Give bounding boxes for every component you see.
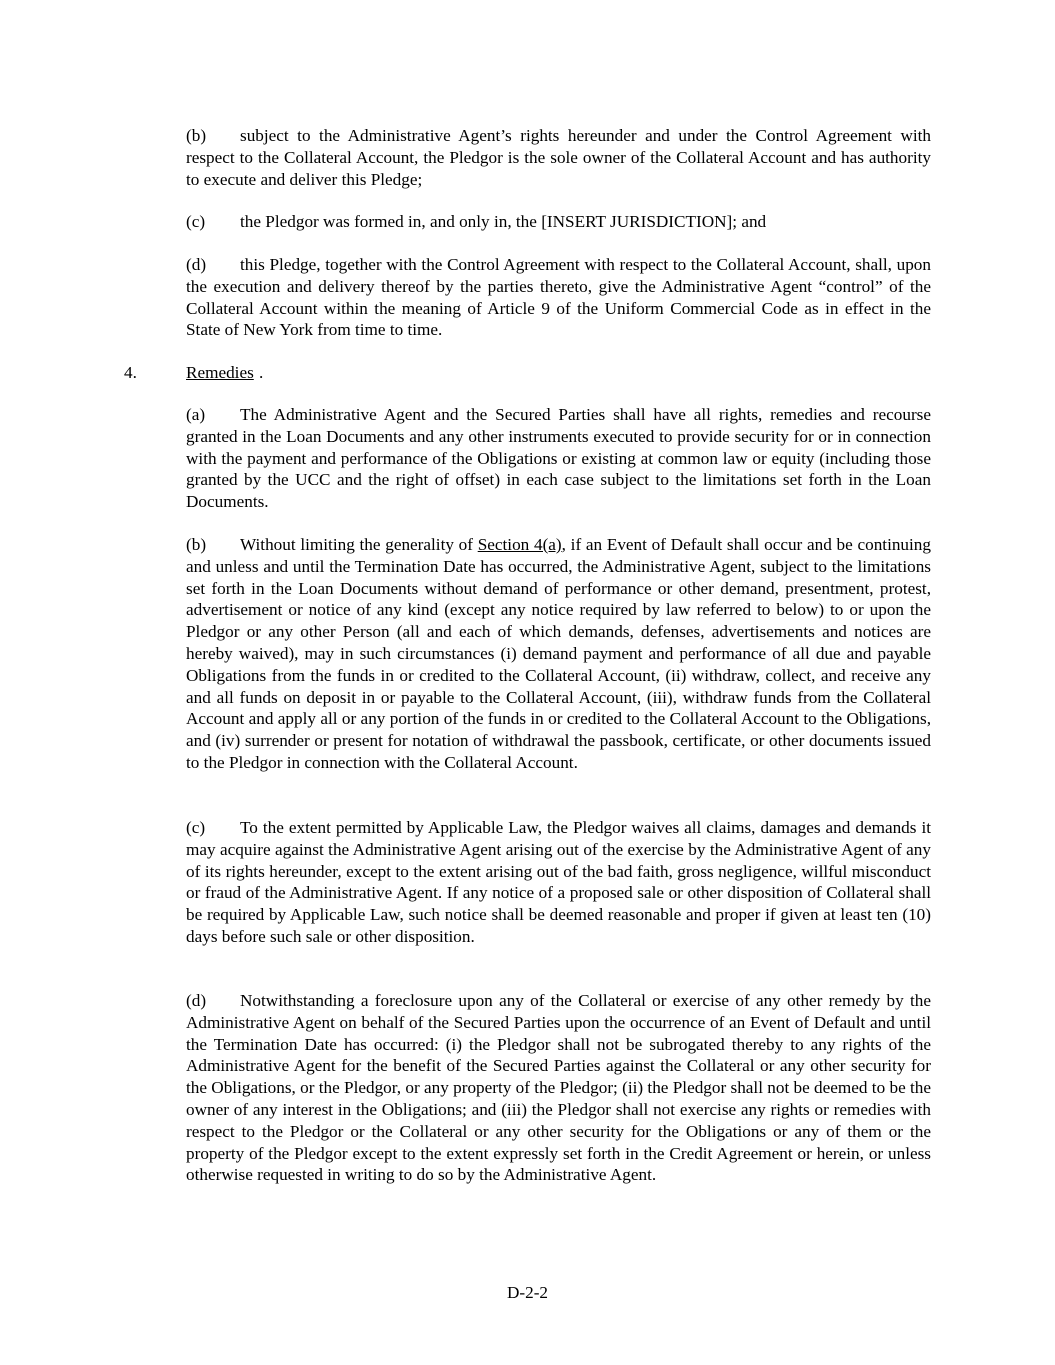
paragraph-label: (b) — [186, 535, 207, 554]
paragraph-text: Without limiting the generality of — [240, 535, 478, 554]
paragraph-4a — [186, 404, 931, 513]
section-reference: Section 4(a) — [477, 535, 562, 554]
section-title: Remedies — [186, 363, 254, 382]
paragraph-text: , if an Event of Default shall occur and be continuing and unless and until the Termination Date has occurred, the Administrative Agent, subject to the limitations set forth in the Loan Documents without demand of performance or other demand, presentment, protest, advertisement or notice of any kind (except any notice required by law referred to below) to or upon the Pledgor or any other Person (all and each of which demands, defenses, advertisements and notices are hereby waived), may in such circumstances (i) demand payment and performance of all due and payable Obligations from the funds in or credited to the Collateral Account, (ii) withdraw, collect, and receive any and all funds on deposit in or payable to the Collateral Account, (iii), withdraw funds from the Collateral Account and apply all or any portion of the funds in or credited to the Collateral Account to the Obligations, and (iv) surrender or present for notation of withdrawal the passbook, certificate, or other documents issued to the Pledgor in connection with the Collateral Account. — [186, 535, 931, 772]
paragraph-text: To the extent permitted by Applicable Law, the Pledgor waives all claims, damages and demands it may acquire against the Administrative Agent arising out of the exercise by the Administrative Agent of any of its rights hereunder, except to the extent arising out of the bad faith, gross negligence, willful misconduct or fraud of the Administrative Agent. If any notice of a proposed sale or other disposition of Collateral shall be required by Applicable Law, such notice shall be deemed reasonable and proper if given at least ten (10) days before such sale or other disposition. — [186, 818, 931, 946]
paragraph-label: (d) — [186, 991, 207, 1010]
paragraph-text: The Administrative Agent and the Secured Parties shall have all rights, remedies and recourse granted in the Loan Documents and any other instruments executed to provide security for or in connection with the payment and performance of the Obligations or existing at common law or equity (including those granted by the UCC and the right of offset) in each case subject to the limitations set forth in the Loan Documents. — [186, 405, 931, 512]
section-number: 4. — [124, 363, 137, 382]
paragraph-label: (c) — [186, 818, 206, 837]
paragraph-label: (d) — [186, 255, 207, 274]
paragraph-3d — [186, 254, 931, 341]
paragraph-3b — [186, 125, 931, 190]
paragraph-4d — [186, 990, 931, 1186]
paragraph-label: (b) — [186, 126, 207, 145]
paragraph-3c — [186, 211, 931, 233]
paragraph-text: Notwithstanding a foreclosure upon any of the Collateral or exercise of any other remedy by the Administrative Agent on behalf of the Secured Parties upon the occurrence of an Event of Default and until the Termination Date has occurred: (i) the Pledgor shall not be subrogated thereby to any rights of the Administrative Agent for the benefit of the Secured Parties against the Collateral or any other security for the Obligations, or the Pledgor, or any property of the Pledgor; (ii) the Pledgor shall not be deemed to be the owner of any interest in the Obligations; and (iii) the Pledgor shall not exercise any rights or remedies with respect to the Pledgor or the Collateral or any other security for the Obligations or any of them or the property of the Pledgor except to the extent expressly set forth in the Credit Agreement or herein, or unless otherwise requested in writing to do so by the Administrative Agent. — [186, 991, 931, 1185]
paragraph-text: subject to the Administrative Agent’s rights hereunder and under the Control Agreement with respect to the Collateral Account, the Pledgor is the sole owner of the Collateral Account and has authority to execute and deliver this Pledge; — [186, 126, 931, 189]
paragraph-label: (a) — [186, 405, 206, 424]
section-title-period: . — [259, 363, 264, 382]
paragraph-4b — [186, 534, 931, 774]
paragraph-text: this Pledge, together with the Control Agreement with respect to the Collateral Account, shall, upon the execution and delivery thereof by the parties thereto, give the Administrative Agent “control” of the Collateral Account within the meaning of Article 9 of the Uniform Commercial Code as in effect in the State of New York from time to time. — [186, 255, 931, 340]
paragraph-4c — [186, 817, 931, 948]
paragraph-label: (c) — [186, 212, 206, 231]
page-number: D-2-2 — [506, 1283, 549, 1302]
paragraph-text: the Pledgor was formed in, and only in, the [INSERT JURISDICTION]; and — [240, 212, 767, 231]
